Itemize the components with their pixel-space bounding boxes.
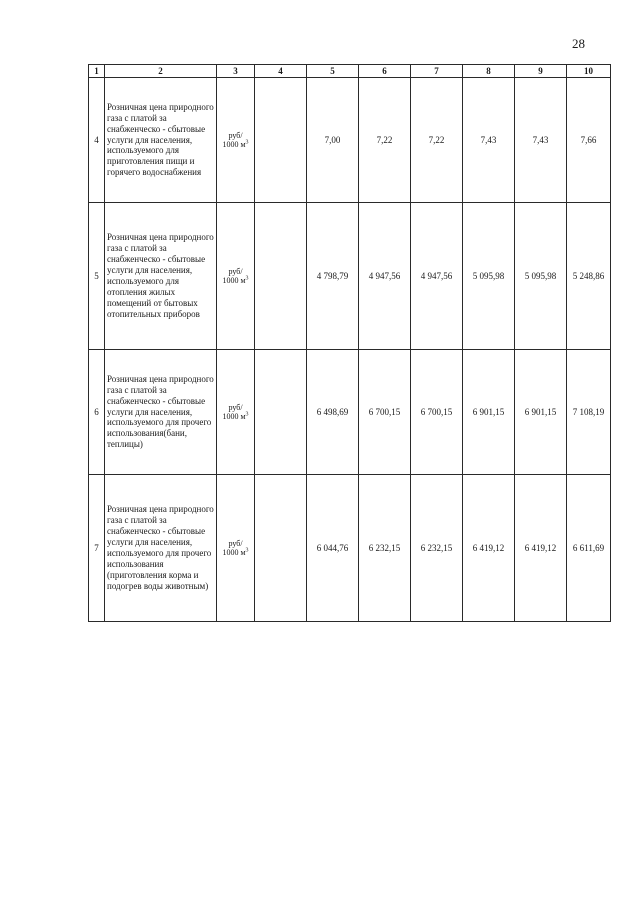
row-description: Розничная цена природного газа с платой за снабженческо - сбытовые услуги для населения, используемого для прочего использования(бани, теплицы) — [105, 350, 217, 475]
unit-sup: 3 — [245, 275, 249, 282]
column-header: 6 — [359, 65, 411, 78]
unit-main: руб/ — [228, 130, 243, 140]
column-header: 3 — [217, 65, 255, 78]
value-cell: 6 419,12 — [463, 475, 515, 622]
unit-cell — [217, 475, 255, 622]
column-header: 7 — [411, 65, 463, 78]
row-number: 7 — [89, 475, 105, 622]
value-cell: 5 095,98 — [515, 203, 567, 350]
value-cell: 6 232,15 — [411, 475, 463, 622]
value-cell: 7,43 — [463, 78, 515, 203]
column-4-cell — [255, 350, 307, 475]
unit-main: руб/ — [228, 538, 243, 548]
row-description: Розничная цена природного газа с платой за снабженческо - сбытовые услуги для населения, используемого для прочего использования (приготовления корма и подогрев воды животным) — [105, 475, 217, 622]
table-row — [89, 203, 611, 350]
value-cell: 7,43 — [515, 78, 567, 203]
value-cell: 4 947,56 — [411, 203, 463, 350]
column-4-cell — [255, 475, 307, 622]
column-header: 9 — [515, 65, 567, 78]
unit-sub: 1000 м — [222, 548, 246, 557]
unit-sub: 1000 м — [222, 276, 246, 285]
value-cell: 7,22 — [359, 78, 411, 203]
row-number: 6 — [89, 350, 105, 475]
unit-sub: 1000 м — [222, 412, 246, 421]
column-4-cell — [255, 78, 307, 203]
value-cell: 4 798,79 — [307, 203, 359, 350]
value-cell: 7 108,19 — [567, 350, 611, 475]
value-cell: 6 700,15 — [411, 350, 463, 475]
page-number: 28 — [572, 36, 585, 51]
unit-cell — [217, 78, 255, 203]
value-cell: 6 419,12 — [515, 475, 567, 622]
value-cell: 6 901,15 — [463, 350, 515, 475]
column-header: 1 — [89, 65, 105, 78]
value-cell: 6 044,76 — [307, 475, 359, 622]
unit-sub: 1000 м — [222, 140, 246, 149]
column-header: 2 — [105, 65, 217, 78]
column-4-cell — [255, 203, 307, 350]
table-header-row — [89, 65, 611, 78]
table-row — [89, 350, 611, 475]
column-header: 4 — [255, 65, 307, 78]
column-header: 5 — [307, 65, 359, 78]
unit-cell — [217, 203, 255, 350]
row-description: Розничная цена природного газа с платой за снабженческо - сбытовые услуги для населения, используемого для отопления жилых помещений от бытовых отопительных приборов — [105, 203, 217, 350]
column-header: 8 — [463, 65, 515, 78]
unit-main: руб/ — [228, 402, 243, 412]
value-cell: 5 248,86 — [567, 203, 611, 350]
column-header: 10 — [567, 65, 611, 78]
value-cell: 6 232,15 — [359, 475, 411, 622]
value-cell: 7,66 — [567, 78, 611, 203]
value-cell: 4 947,56 — [359, 203, 411, 350]
unit-main: руб/ — [228, 266, 243, 276]
value-cell: 7,00 — [307, 78, 359, 203]
tariff-table — [88, 64, 611, 622]
unit-sup: 3 — [245, 411, 249, 418]
value-cell: 5 095,98 — [463, 203, 515, 350]
value-cell: 7,22 — [411, 78, 463, 203]
value-cell: 6 700,15 — [359, 350, 411, 475]
value-cell: 6 901,15 — [515, 350, 567, 475]
unit-cell — [217, 350, 255, 475]
row-number: 4 — [89, 78, 105, 203]
table-row — [89, 475, 611, 622]
value-cell: 6 611,69 — [567, 475, 611, 622]
row-description: Розничная цена природного газа с платой за снабженческо - сбытовые услуги для населения, используемого для приготовления пищи и горячего водоснабжения — [105, 78, 217, 203]
value-cell: 6 498,69 — [307, 350, 359, 475]
row-number: 5 — [89, 203, 105, 350]
unit-sup: 3 — [245, 139, 249, 146]
table-row — [89, 78, 611, 203]
unit-sup: 3 — [245, 547, 249, 554]
